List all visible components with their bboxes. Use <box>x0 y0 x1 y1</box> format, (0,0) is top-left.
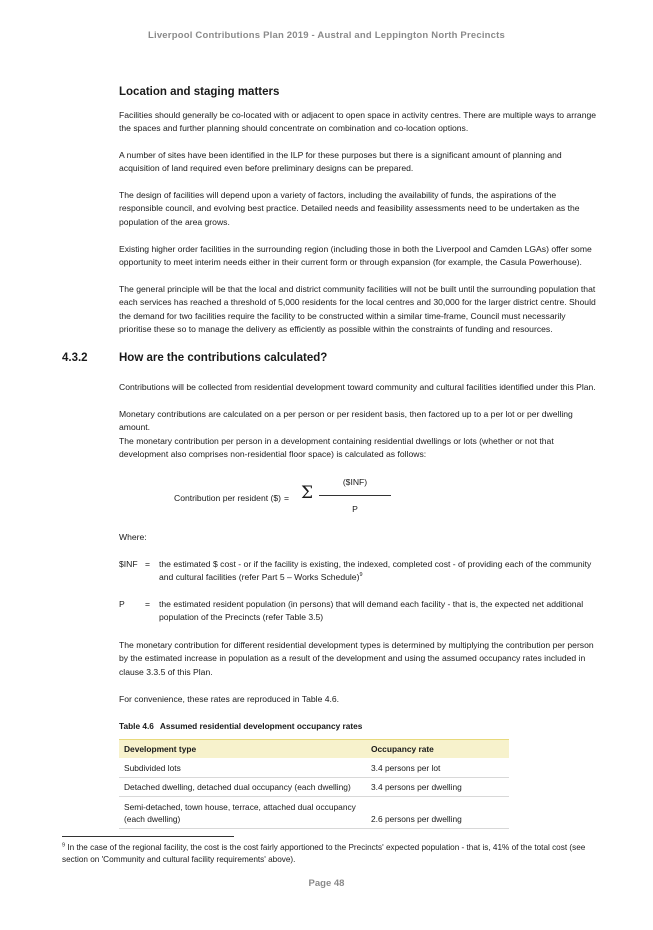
definition-equals: = <box>145 599 151 609</box>
footnote <box>62 842 602 866</box>
table-cell: Subdivided lots <box>119 758 366 777</box>
paragraph: The monetary contribution for different residential development types is determined by multiplying the contribution per person by the estimated increase in population as a result of the development and using the assumed occupancy rates included in clause 3.3.5 of this Plan. <box>119 640 594 677</box>
occupancy-rates-table <box>119 739 509 829</box>
table-row <box>119 758 509 777</box>
page-number: Page 48 <box>308 878 345 889</box>
column-header: Occupancy rate <box>366 740 509 759</box>
table-caption-number: Table 4.6 <box>119 721 154 731</box>
running-header: Liverpool Contributions Plan 2019 - Austral and Leppington North Precincts <box>147 30 505 41</box>
where-label: Where: <box>119 532 147 542</box>
paragraph: For convenience, these rates are reproduced in Table 4.6. <box>119 694 340 704</box>
footnote-ref[interactable]: 9 <box>359 572 363 579</box>
table-cell: 2.6 persons per dwelling <box>366 796 509 828</box>
formula-numerator: ($INF) <box>342 477 368 487</box>
footnote-text: In the case of the regional facility, the cost is the cost fairly apportioned to the Precincts' expected population - that is, 41% of the total cost (see section on 'Community and cultural facility requirements' above). <box>62 843 586 865</box>
definition-symbol: P <box>119 599 125 609</box>
table-caption <box>119 721 362 731</box>
contribution-formula <box>119 475 419 521</box>
paragraph: Contributions will be collected from residential development toward community and cultural facilities identified under this Plan. <box>119 382 596 392</box>
paragraph: A number of sites have been identified in the ILP for these purposes but there is a significant amount of planning and acquisition of land required even before preliminary designs can be prepared. <box>119 150 562 174</box>
paragraph: Monetary contributions are calculated on a per person or per resident basis, then factored up to a per lot or per dwelling amount. <box>119 409 573 433</box>
table-cell: Detached dwelling, detached dual occupancy (each dwelling) <box>119 777 366 796</box>
definition-equals: = <box>145 559 151 569</box>
formula-denominator: P <box>352 504 358 514</box>
section-number: 4.3.2 <box>62 352 88 364</box>
table-row <box>119 796 509 828</box>
paragraph: Existing higher order facilities in the surrounding region (including those in both the Liverpool and Camden LGAs) offer some opportunity to meet interim needs either in their current form or through expansion (for example, the Casula Powerhouse). <box>119 244 592 268</box>
paragraph: Facilities should generally be co-located with or adjacent to open space in activity centres. There are multiple ways to arrange the spaces and further planning should concentrate on combination and co-location options. <box>119 110 597 134</box>
paragraph: The monetary contribution per person in a development containing residential dwellings or lots (whether or not that development also comprises non-residential floor space) is calculated as follows: <box>119 436 554 460</box>
paragraph: The general principle will be that the local and district community facilities will not be built until the surrounding population that each services has reached a threshold of 5,000 residents for the local centres and 30,000 for the larger district centre. Should the demand for two facilities require the facility to be constructed within a similar time-frame, Council must necessarily prioritise these so to manage the delivery as efficiently as possible within the constraints of funding and resources. <box>119 284 596 335</box>
formula-label: Contribution per resident ($) <box>174 493 281 503</box>
table-cell: 3.4 persons per dwelling <box>366 777 509 796</box>
definition-symbol: $INF <box>119 559 138 569</box>
table-header-row <box>119 740 509 759</box>
table-row <box>119 777 509 796</box>
definition-text: the estimated $ cost - or if the facility is existing, the indexed, completed cost - of providing each of the community and cultural facilities (refer Part 5 – Works Schedule)$^9$ <box>159 559 592 583</box>
table-cell: 3.4 persons per lot <box>366 758 509 777</box>
footnote-number: 9 <box>62 842 66 849</box>
table-cell: Semi-detached, town house, terrace, attached dual occupancy (each dwelling) <box>119 796 366 828</box>
definition-text: the estimated resident population (in persons) that will demand each facility - that is, the expected net additional population of the Precincts (refer Table 3.5) <box>159 599 584 623</box>
footnote-divider <box>62 836 234 837</box>
table-caption-title: Assumed residential development occupancy rates <box>159 721 363 731</box>
sigma-symbol: Σ <box>301 483 314 503</box>
column-header: Development type <box>119 740 366 759</box>
section-title: How are the contributions calculated? <box>119 352 328 364</box>
section-heading-location: Location and staging matters <box>119 86 280 98</box>
formula-equals: = <box>284 493 290 503</box>
paragraph: The design of facilities will depend upon a variety of factors, including the availability of funds, the aspirations of the responsible council, and evolving best practice. Detailed needs and feasibility assessments need to be undertaken as the population of the area grows. <box>119 190 580 227</box>
fraction-bar <box>319 495 391 496</box>
